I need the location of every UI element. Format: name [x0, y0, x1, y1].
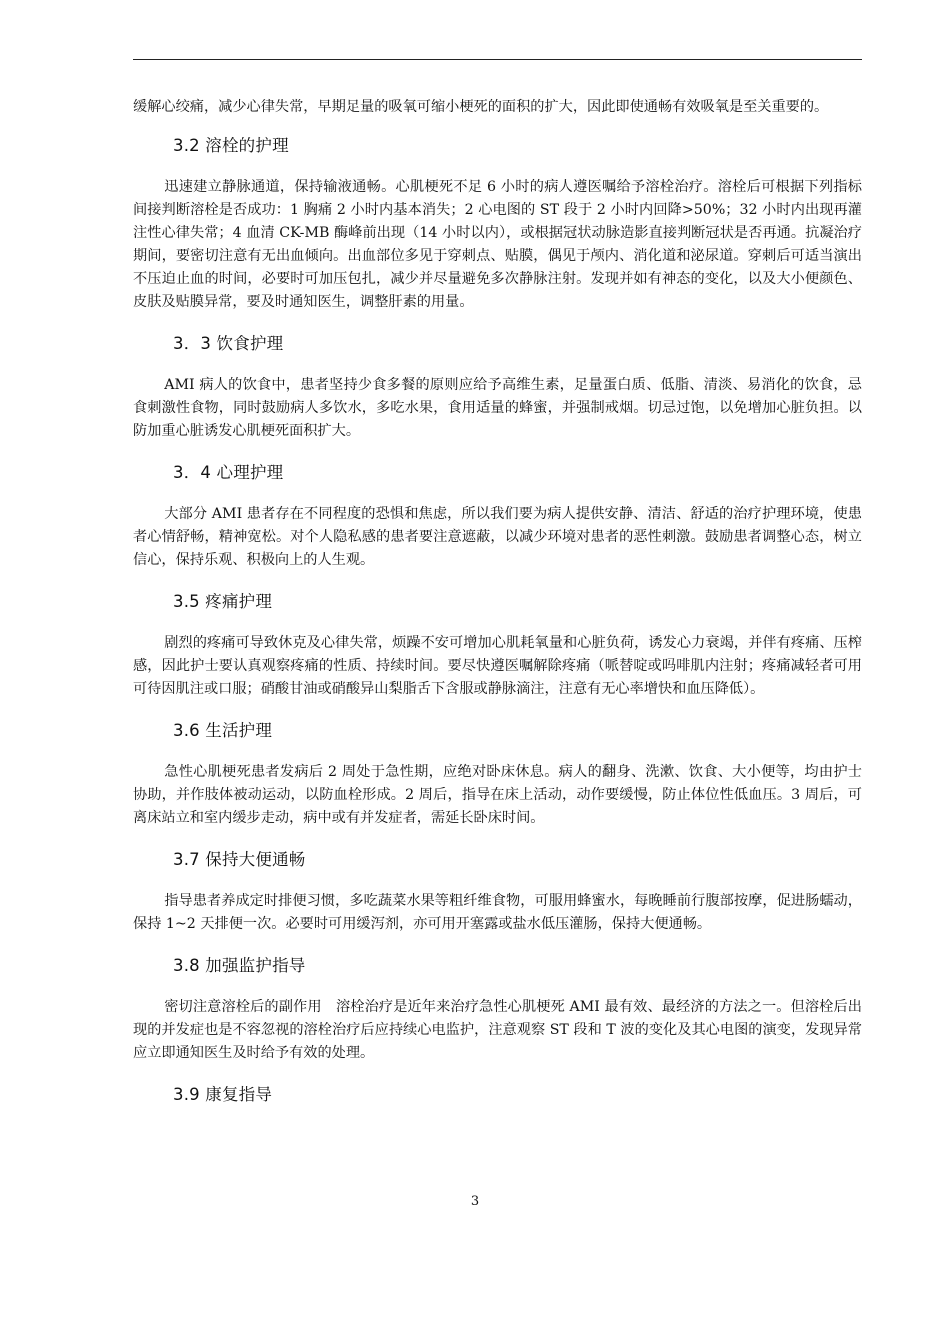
- section-body-3-8: 密切注意溶栓后的副作用 溶栓治疗是近年来治疗急性心肌梗死 AMI 最有效、最经济的方法之一。但溶栓后出现的并发症也是不容忽视的溶栓治疗后应持续心电监护，注意观察 ST 段和 T 波的变化及其心电图的演变，发现异常应立即通知医生及时给予有效的处理。: [133, 999, 862, 1061]
- page-number: 3: [470, 1194, 480, 1209]
- section-heading-3-6: 3.6 生活护理: [173, 721, 273, 740]
- section-body-3-6: 急性心肌梗死患者发病后 2 周处于急性期，应绝对卧床休息。病人的翻身、洗漱、饮食、大小便等，均由护士协助，并作肢体被动运动，以防血栓形成。2 周后，指导在床上活动，动作要缓慢，防止体位性低血压。3 周后，可离床站立和室内缓步走动，病中或有并发症者，需延长卧床时间。: [133, 764, 862, 826]
- section-body-3-7: 指导患者养成定时排便习惯，多吃蔬菜水果等粗纤维食物，可服用蜂蜜水，每晚睡前行腹部按摩，促进肠蠕动，保持 1~2 天排便一次。必要时可用缓泻剂，亦可用开塞露或盐水低压灌肠，保持大便通畅。: [133, 893, 862, 932]
- section-heading-3-9: 3.9 康复指导: [173, 1085, 273, 1104]
- section-body-3-2: 迅速建立静脉通道，保持输液通畅。心肌梗死不足 6 小时的病人遵医嘱给予溶栓治疗。溶栓后可根据下列指标间接判断溶栓是否成功：1 胸痛 2 小时内基本消失；2 心电图的 ST 段于 2 小时内回降>50%；32 小时内出现再灌注性心律失常；4 血清 CK-MB 酶峰前出现（14 小时以内），或根据冠状动脉造影直接判断冠状是否再通。抗凝治疗期间，要密切注意有无出血倾向。出血部位多见于穿刺点、贴膜，偶见于颅内、消化道和泌尿道。穿刺后可适当演出不压迫止血的时间，必要时可加压包扎，减少并尽量避免多次静脉注射。发现并如有神态的变化，以及大小便颜色、皮肤及贴膜异常，要及时通知医生，调整肝素的用量。: [133, 179, 862, 310]
- header-rule: [133, 59, 862, 60]
- section-heading-3-4: 3．4 心理护理: [173, 463, 284, 482]
- section-heading-3-5: 3.5 疼痛护理: [173, 592, 273, 611]
- section-body-3-3: AMI 病人的饮食中，患者坚持少食多餐的原则应给予高维生素，足量蛋白质、低脂、清淡、易消化的饮食，忌食刺激性食物，同时鼓励病人多饮水，多吃水果，食用适量的蜂蜜，并强制戒烟。切忌过饱，以免增加心脏负担。以防加重心脏诱发心肌梗死面积扩大。: [133, 377, 862, 439]
- section-body-3-4: 大部分 AMI 患者存在不同程度的恐惧和焦虑，所以我们要为病人提供安静、清洁、舒适的治疗护理环境，使患者心情舒畅，精神宽松。对个人隐私感的患者要注意遮蔽，以减少环境对患者的恶性刺激。鼓励患者调整心态，树立信心，保持乐观、积极向上的人生观。: [133, 506, 862, 568]
- section-heading-3-7: 3.7 保持大便通畅: [173, 850, 306, 869]
- intro-paragraph: 缓解心绞痛，减少心律失常，早期足量的吸氧可缩小梗死的面积的扩大，因此即使通畅有效吸氧是至关重要的。: [133, 99, 829, 115]
- section-body-3-5: 剧烈的疼痛可导致休克及心律失常，烦躁不安可增加心肌耗氧量和心脏负荷，诱发心力衰竭，并伴有疼痛、压榨感，因此护士要认真观察疼痛的性质、持续时间。要尽快遵医嘱解除疼痛（哌替啶或吗啡肌内注射；疼痛减轻者可用可待因肌注或口服；硝酸甘油或硝酸异山梨脂舌下含服或静脉滴注，注意有无心率增快和血压降低）。: [133, 635, 862, 697]
- section-heading-3-8: 3.8 加强监护指导: [173, 956, 306, 975]
- document-body: [133, 96, 862, 1125]
- section-heading-3-3: 3．3 饮食护理: [173, 334, 284, 353]
- section-heading-3-2: 3.2 溶栓的护理: [173, 136, 289, 155]
